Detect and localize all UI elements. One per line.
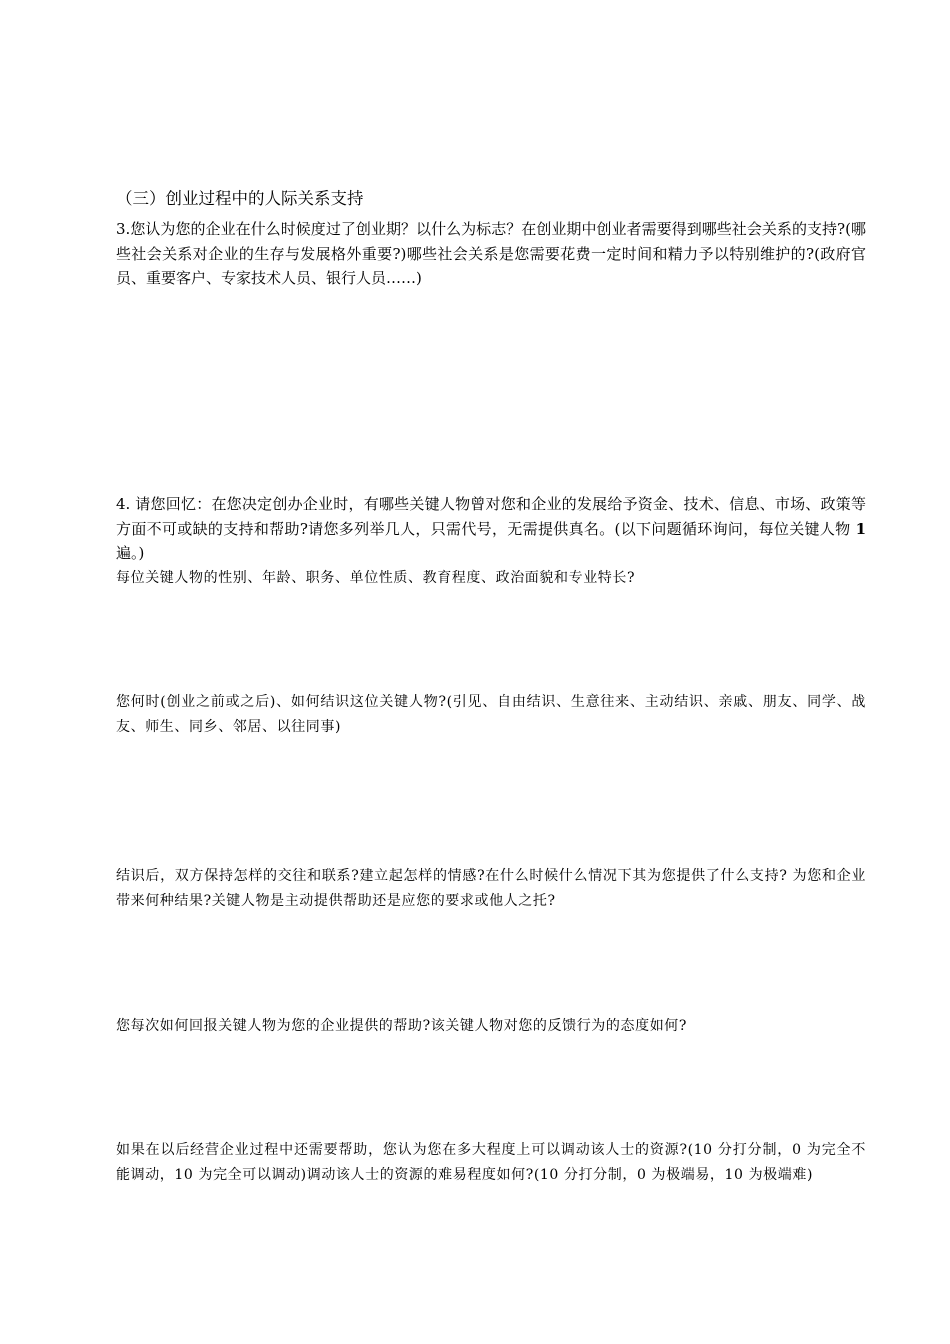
question-4e: 如果在以后经营企业过程中还需要帮助，您认为您在多大程度上可以调动该人士的资源?(10 分打分制，0 为完全不能调动，10 为完全可以调动)调动该人士的资源的难易程度如何?(10 分打分制，0 为极端易，10 为极端难): [116, 1142, 866, 1183]
section-heading: （三）创业过程中的人际关系支持: [116, 189, 364, 208]
question-4: [116, 492, 866, 566]
question-4-count: 1: [855, 519, 866, 538]
question-4c: 结识后，双方保持怎样的交往和联系?建立起怎样的情感?在什么时候什么情况下其为您提供了什么支持? 为您和企业带来何种结果?关键人物是主动提供帮助还是应您的要求或他人之托?: [116, 868, 866, 909]
question-4-text-after: 遍。): [116, 544, 145, 562]
question-4d: 您每次如何回报关键人物为您的企业提供的帮助?该关键人物对您的反馈行为的态度如何?: [116, 1018, 688, 1034]
question-4a: 每位关键人物的性别、年龄、职务、单位性质、教育程度、政治面貌和专业特长?: [116, 570, 636, 586]
question-4b: 您何时(创业之前或之后)、如何结识这位关键人物?(引见、自由结识、生意往来、主动结识、亲戚、朋友、同学、战友、师生、同乡、邻居、以往同事): [116, 694, 866, 735]
question-4-text-before: 4. 请您回忆：在您决定创办企业时，有哪些关键人物曾对您和企业的发展给予资金、技术、信息、市场、政策等方面不可或缺的支持和帮助?请您多列举几人，只需代号，无需提供真名。(以下问题循环询问，每位关键人物: [116, 495, 866, 538]
question-3: 3.您认为您的企业在什么时候度过了创业期？以什么为标志？在创业期中创业者需要得到哪些社会关系的支持?(哪些社会关系对企业的生存与发展格外重要?)哪些社会关系是您需要花费一定时间和精力予以特别维护的?(政府官员、重要客户、专家技术人员、银行人员……): [116, 220, 866, 287]
